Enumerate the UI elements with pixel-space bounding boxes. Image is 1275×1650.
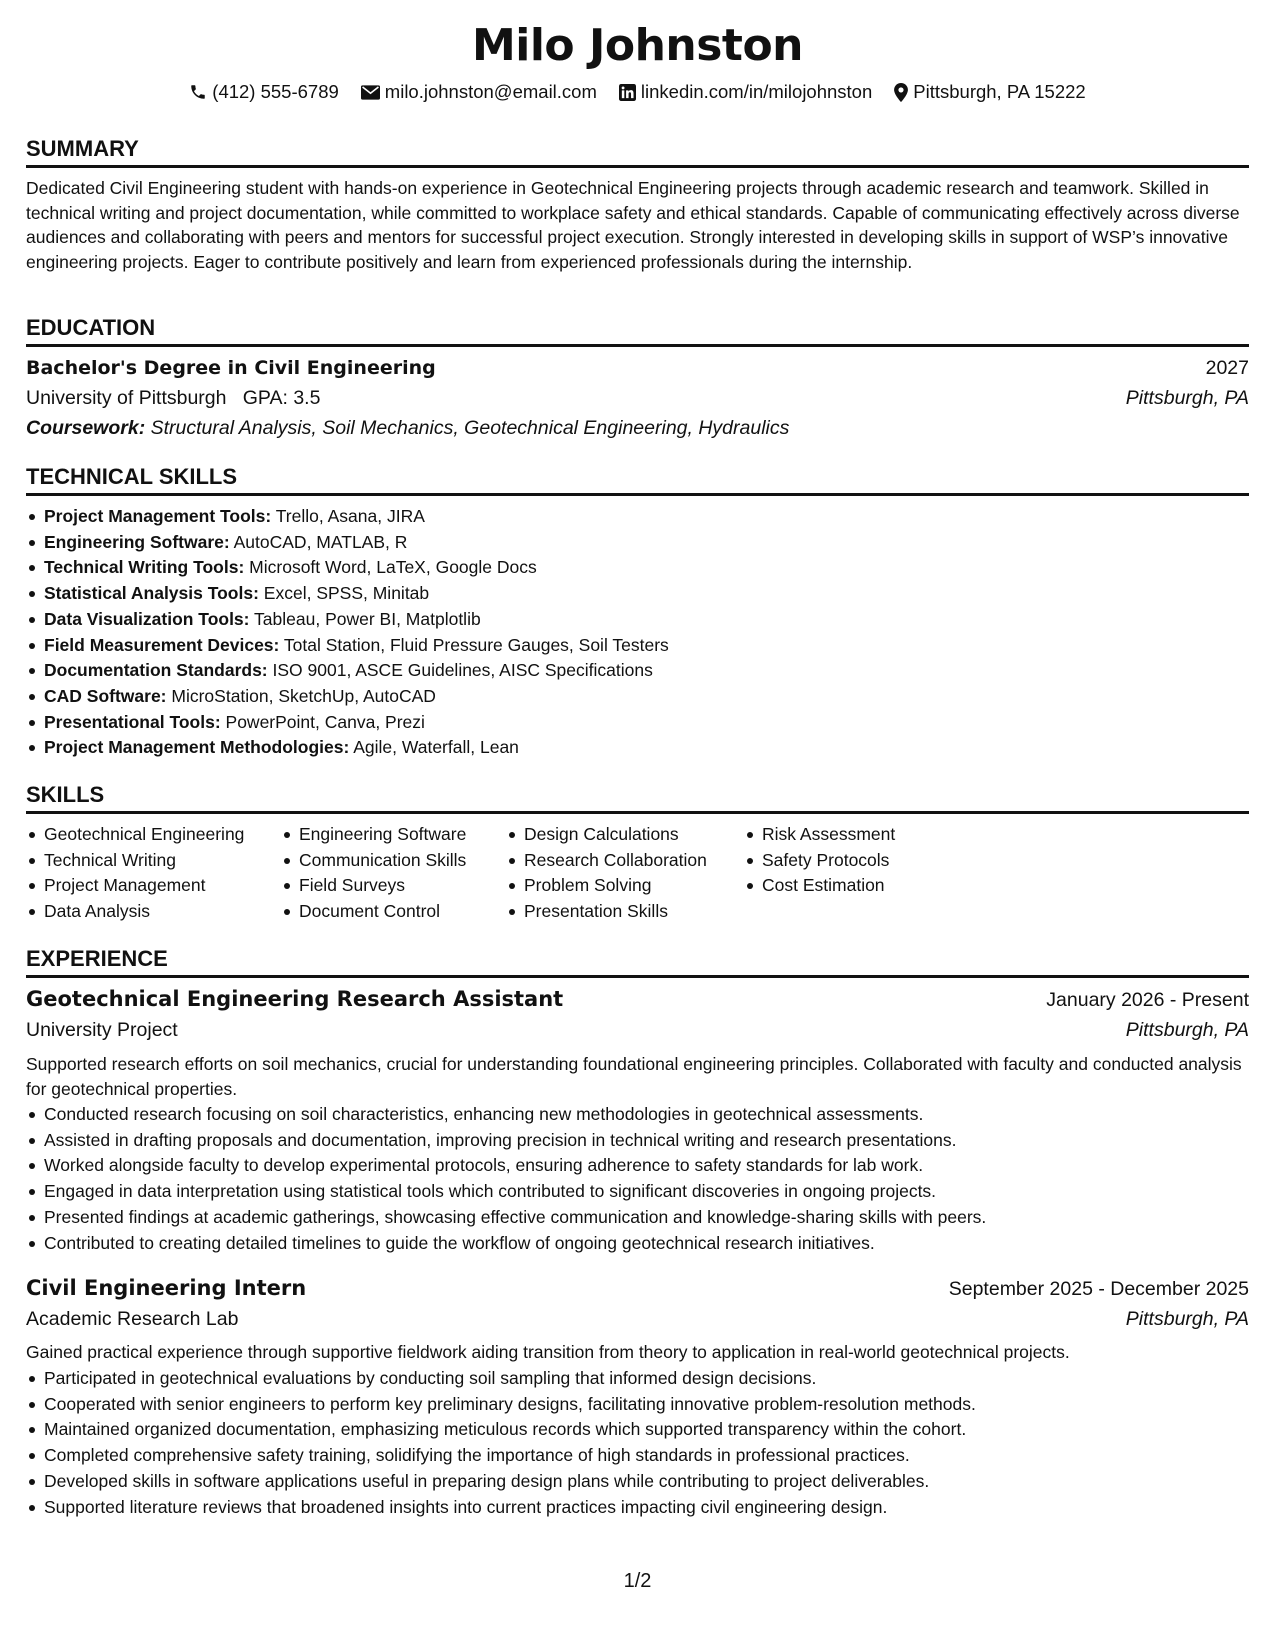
contact-bar — [0, 79, 1275, 105]
list-item: Technical Writing Tools: Microsoft Word, LaTeX, Google Docs — [44, 555, 1269, 581]
section-title-technical-skills: TECHNICAL SKILLS — [26, 464, 1249, 496]
list-item: Field Measurement Devices: Total Station, Fluid Pressure Gauges, Soil Testers — [44, 633, 1269, 659]
job-dates: September 2025 - December 2025 — [948, 1278, 1249, 1300]
section-title-education: EDUCATION — [26, 315, 1249, 347]
list-item: Project Management Tools: Trello, Asana, JIRA — [44, 504, 1269, 530]
job-header-row — [26, 985, 1249, 1014]
list-item: Statistical Analysis Tools: Excel, SPSS, Minitab — [44, 581, 1269, 607]
summary-text: Dedicated Civil Engineering student with hands-on experience in Geotechnical Engineering projects through academic research and teamwork. Skilled in technical writing and project documentation, while committed to workplace safety and ethical standards. Capable of communicating effectively across diverse audiences and collaborating with peers and mentors for successful project execution. Strongly interested in developing skills in support of WSP’s innovative engineering projects. Eager to contribute positively and learn from experienced professionals during the internship. — [26, 178, 1240, 272]
list-item: Conducted research focusing on soil characteristics, enhancing new methodologies in geotechnical assessments. — [44, 1102, 1269, 1128]
list-item: CAD Software: MicroStation, SketchUp, AutoCAD — [44, 684, 1269, 710]
graduation-year: 2027 — [1205, 357, 1249, 379]
list-item: Contributed to creating detailed timelines to guide the workflow of ongoing geotechnical research initiatives. — [44, 1231, 1269, 1257]
school-info — [26, 384, 320, 412]
job-location: Pittsburgh, PA — [1125, 1019, 1249, 1041]
list-item: Worked alongside faculty to develop experimental protocols, ensuring adherence to safety standards for lab work. — [44, 1153, 1269, 1179]
degree-title: Bachelor's Degree in Civil Engineering — [26, 357, 436, 379]
list-item: Presentational Tools: PowerPoint, Canva, Prezi — [44, 710, 1269, 736]
list-item: Project Management — [44, 873, 244, 899]
coursework-label: Coursework: — [26, 417, 146, 439]
location-pin-icon — [894, 83, 908, 102]
contact-location — [894, 79, 1085, 105]
list-item: Presented findings at academic gatherings, showcasing effective communication and knowledge-sharing skills with peers. — [44, 1205, 1269, 1231]
list-item: Communication Skills — [299, 848, 466, 874]
list-item: Field Surveys — [299, 873, 466, 899]
list-item: Data Analysis — [44, 899, 244, 925]
list-item: Participated in geotechnical evaluations by conducting soil sampling that informed design decisions. — [44, 1366, 1269, 1392]
page-number: 1/2 — [623, 1570, 652, 1592]
candidate-name: Milo Johnston — [471, 20, 804, 71]
list-item: Cooperated with senior engineers to perform key preliminary designs, facilitating innovative problem-resolution methods. — [44, 1392, 1269, 1418]
phone-icon — [189, 83, 207, 101]
job-location: Pittsburgh, PA — [1125, 1308, 1249, 1330]
list-item: Maintained organized documentation, emphasizing meticulous records which supported transparency within the cohort. — [44, 1417, 1269, 1443]
job-dates: January 2026 - Present — [1046, 989, 1249, 1011]
linkedin-icon — [619, 84, 636, 101]
job-org-row — [26, 1305, 1249, 1333]
list-item: Cost Estimation — [762, 873, 895, 899]
education-header-row — [26, 354, 1249, 382]
skills-column — [281, 822, 466, 925]
list-item: Design Calculations — [524, 822, 707, 848]
list-item: Project Management Methodologies: Agile, Waterfall, Lean — [44, 735, 1269, 761]
job-org-row — [26, 1016, 1249, 1044]
job-summary: Gained practical experience through supportive fieldwork aiding transition from theory to application in real-world geotechnical projects. — [26, 1342, 1070, 1362]
job-organization: University Project — [26, 1019, 178, 1041]
coursework-list: Structural Analysis, Soil Mechanics, Geotechnical Engineering, Hydraulics — [150, 417, 790, 439]
technical-skills-list — [26, 504, 1269, 761]
section-title-skills: SKILLS — [26, 782, 1249, 814]
list-item: Technical Writing — [44, 848, 244, 874]
skills-column — [506, 822, 707, 925]
job-header-row — [26, 1274, 1249, 1303]
school-location: Pittsburgh, PA — [1125, 387, 1249, 409]
job-summary: Supported research efforts on soil mechanics, crucial for understanding foundational engineering principles. Collaborated with faculty and conducted analysis for geotechnical properties. — [26, 1054, 1242, 1099]
job-organization: Academic Research Lab — [26, 1308, 239, 1330]
linkedin-link[interactable]: linkedin.com/in/milojohnston — [640, 81, 873, 102]
coursework — [26, 414, 789, 442]
list-item: Risk Assessment — [762, 822, 895, 848]
list-item: Document Control — [299, 899, 466, 925]
list-item: Engineering Software: AutoCAD, MATLAB, R — [44, 530, 1269, 556]
skills-column — [744, 822, 895, 899]
list-item: Supported literature reviews that broadened insights into current practices impacting civil engineering design. — [44, 1495, 1269, 1521]
phone-text: (412) 555-6789 — [212, 81, 339, 102]
section-title-experience: EXPERIENCE — [26, 946, 1249, 978]
job-title: Civil Engineering Intern — [26, 1276, 307, 1300]
list-item: Geotechnical Engineering — [44, 822, 244, 848]
job-title: Geotechnical Engineering Research Assistant — [26, 987, 564, 1011]
list-item: Data Visualization Tools: Tableau, Power BI, Matplotlib — [44, 607, 1269, 633]
list-item: Completed comprehensive safety training, solidifying the importance of high standards in professional practices. — [44, 1443, 1269, 1469]
list-item: Research Collaboration — [524, 848, 707, 874]
section-title-summary: SUMMARY — [26, 136, 1249, 168]
list-item: Problem Solving — [524, 873, 707, 899]
envelope-icon — [361, 85, 380, 100]
list-item: Developed skills in software applications useful in preparing design plans while contributing to project deliverables. — [44, 1469, 1269, 1495]
gpa: GPA: 3.5 — [242, 387, 321, 409]
coursework-row — [26, 414, 1249, 442]
skills-column — [26, 822, 244, 925]
list-item: Documentation Standards: ISO 9001, ASCE Guidelines, AISC Specifications — [44, 658, 1269, 684]
job-bullets — [26, 1366, 1269, 1520]
list-item: Engaged in data interpretation using statistical tools which contributed to significant discoveries in ongoing projects. — [44, 1179, 1269, 1205]
job-bullets — [26, 1102, 1269, 1256]
education-school-row — [26, 384, 1249, 412]
list-item: Assisted in drafting proposals and documentation, improving precision in technical writing and research presentations. — [44, 1128, 1269, 1154]
contact-linkedin[interactable] — [619, 79, 872, 105]
location-text: Pittsburgh, PA 15222 — [913, 81, 1086, 102]
list-item: Presentation Skills — [524, 899, 707, 925]
list-item: Safety Protocols — [762, 848, 895, 874]
email-link[interactable]: milo.johnston@email.com — [384, 81, 597, 102]
school-name: University of Pittsburgh — [26, 387, 227, 409]
list-item: Engineering Software — [299, 822, 466, 848]
contact-phone — [189, 79, 339, 105]
contact-email[interactable] — [361, 79, 597, 105]
